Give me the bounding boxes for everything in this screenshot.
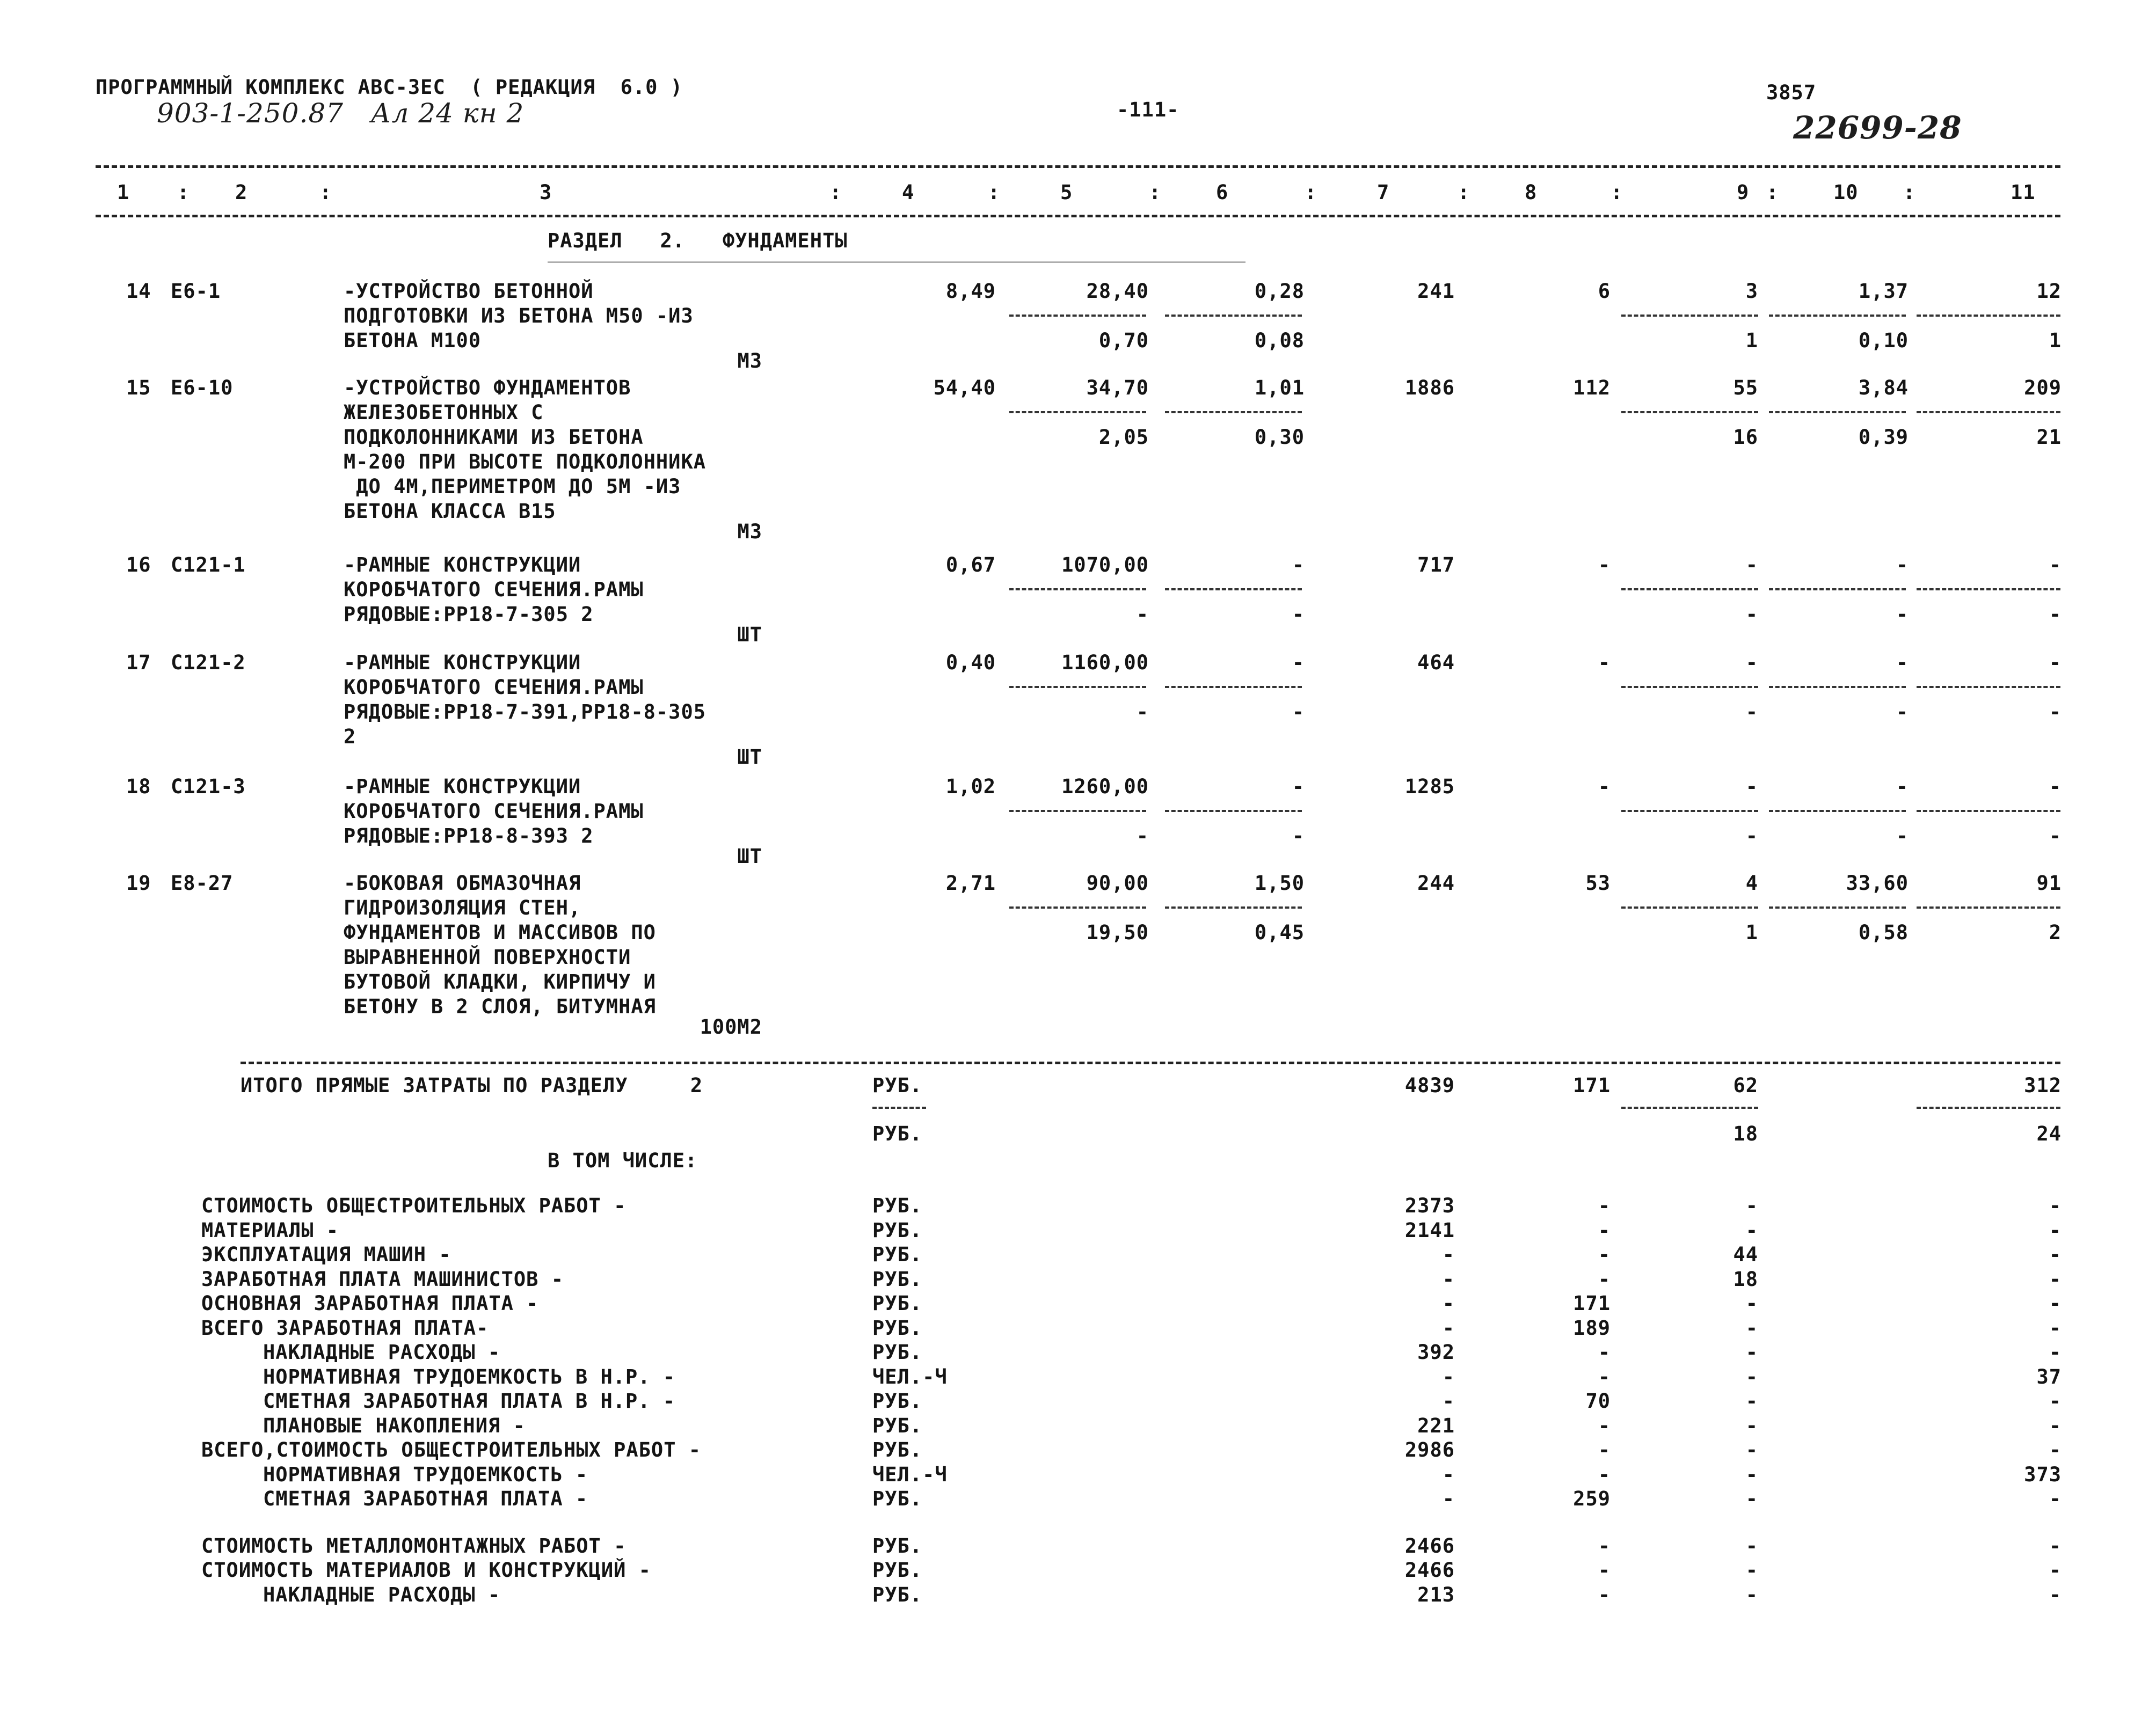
item-split-rule bbox=[1917, 686, 2060, 688]
item-number: 15 bbox=[126, 376, 151, 399]
summary-label: ЗАРАБОТНАЯ ПЛАТА МАШИНИСТОВ - bbox=[201, 1267, 564, 1291]
program-title: ПРОГРАММНЫЙ КОМПЛЕКС АВС-3ЕС ( РЕДАКЦИЯ 6.0 ) bbox=[96, 76, 683, 99]
summary-labor: - bbox=[2049, 1341, 2062, 1364]
item-split-rule bbox=[1165, 686, 1302, 688]
page-mark: -111- bbox=[1117, 98, 1179, 121]
column-number: 1 bbox=[117, 181, 130, 204]
machinist-wages-total: - bbox=[1745, 603, 1758, 626]
item-description: БЕТОНУ В 2 СЛОЯ, БИТУМНАЯ bbox=[344, 995, 656, 1018]
machinist-wages-total: - bbox=[1745, 824, 1758, 847]
summary-unit: РУБ. bbox=[872, 1414, 923, 1437]
machinist-labor-total: - bbox=[2049, 603, 2062, 626]
summary-machines: - bbox=[1745, 1194, 1758, 1217]
labor-total: 12 bbox=[2036, 280, 2062, 303]
item-split-rule bbox=[1165, 810, 1302, 812]
section-underline bbox=[548, 261, 1245, 262]
column-separator: : bbox=[1305, 181, 1317, 204]
total-machines: - bbox=[1745, 651, 1758, 674]
summary-machines: 44 bbox=[1733, 1243, 1758, 1266]
item-description: КОРОБЧАТОГО СЕЧЕНИЯ.РАМЫ bbox=[344, 676, 644, 699]
column-number: 4 bbox=[902, 181, 915, 204]
total-cost: 1285 bbox=[1404, 775, 1455, 798]
column-number: 11 bbox=[2011, 181, 2036, 204]
total-unit-rule bbox=[872, 1107, 926, 1109]
machinist-wages-total: 1 bbox=[1745, 921, 1758, 944]
total-labor-value: 312 bbox=[2024, 1074, 2062, 1097]
column-separator: : bbox=[988, 181, 1001, 204]
total-rule bbox=[241, 1062, 2060, 1064]
summary-labor: - bbox=[2049, 1414, 2062, 1437]
item-description: РЯДОВЫЕ:РР18-8-393 2 bbox=[344, 824, 594, 847]
item-description: БЕТОНА КЛАССА В15 bbox=[344, 500, 556, 523]
unit-cost-machines: 0,28 bbox=[1254, 280, 1305, 303]
column-separator: : bbox=[829, 181, 842, 204]
summary-unit: РУБ. bbox=[872, 1292, 923, 1315]
summary-label: СТОИМОСТЬ ОБЩЕСТРОИТЕЛЬНЫХ РАБОТ - bbox=[201, 1194, 627, 1217]
total-wages: - bbox=[1598, 651, 1611, 674]
machinist-labor-total: - bbox=[2049, 700, 2062, 723]
machinist-wages-total: 1 bbox=[1745, 329, 1758, 352]
summary-unit: РУБ. bbox=[872, 1438, 923, 1461]
summary-cost: - bbox=[1442, 1267, 1455, 1291]
unit-cost-machinist-wages: - bbox=[1292, 603, 1305, 626]
total-unit: РУБ. bbox=[872, 1074, 923, 1097]
column-number: 9 bbox=[1737, 181, 1750, 204]
item-code: Е6-10 bbox=[171, 376, 234, 399]
item-description: -РАМНЫЕ КОНСТРУКЦИИ bbox=[344, 775, 581, 798]
item-split-rule bbox=[1165, 411, 1302, 413]
summary-cost: 392 bbox=[1417, 1341, 1455, 1364]
summary-cost: 2466 bbox=[1404, 1534, 1455, 1558]
unit-cost: 1160,00 bbox=[1061, 651, 1149, 674]
item-description: КОРОБЧАТОГО СЕЧЕНИЯ.РАМЫ bbox=[344, 800, 644, 823]
item-description: РЯДОВЫЕ:РР18-7-305 2 bbox=[344, 603, 594, 626]
sheet-number: 3857 bbox=[1766, 81, 1817, 104]
column-separator: : bbox=[177, 181, 190, 204]
summary-label: НОРМАТИВНАЯ ТРУДОЕМКОСТЬ В Н.Р. - bbox=[263, 1365, 676, 1388]
handwritten-reference: 903-1-250.87 Ал 24 кн 2 bbox=[157, 98, 525, 129]
total-machines: - bbox=[1745, 775, 1758, 798]
item-split-rule bbox=[1917, 906, 2060, 909]
item-unit: ШТ bbox=[737, 623, 762, 646]
column-separator: : bbox=[319, 181, 332, 204]
item-number: 16 bbox=[126, 553, 151, 576]
item-split-rule bbox=[1769, 588, 1906, 590]
summary-cost: 213 bbox=[1417, 1583, 1455, 1606]
item-split-rule bbox=[1621, 810, 1758, 812]
unit-cost-wages: - bbox=[1136, 603, 1149, 626]
summary-wages: - bbox=[1598, 1534, 1611, 1558]
total-wages: - bbox=[1598, 775, 1611, 798]
labor-total: - bbox=[2049, 651, 2062, 674]
total-machines: 55 bbox=[1733, 376, 1758, 399]
summary-label: ВСЕГО ЗАРАБОТНАЯ ПЛАТА- bbox=[201, 1316, 489, 1340]
total-machines: 3 bbox=[1745, 280, 1758, 303]
column-separator: : bbox=[1903, 181, 1916, 204]
unit-cost: 1070,00 bbox=[1061, 553, 1149, 576]
item-split-rule bbox=[1769, 810, 1906, 812]
summary-wages: - bbox=[1598, 1218, 1611, 1242]
summary-machines: 18 bbox=[1733, 1267, 1758, 1291]
total-cost: 244 bbox=[1417, 872, 1455, 895]
item-split-rule bbox=[1165, 315, 1302, 317]
machinist-labor-unit: 0,58 bbox=[1858, 921, 1909, 944]
summary-wages: - bbox=[1598, 1243, 1611, 1266]
item-description: ВЫРАВНЕННОЙ ПОВЕРХНОСТИ bbox=[344, 946, 631, 969]
unit-cost-machinist-wages: - bbox=[1292, 700, 1305, 723]
summary-cost: - bbox=[1442, 1292, 1455, 1315]
summary-label: НОРМАТИВНАЯ ТРУДОЕМКОСТЬ - bbox=[263, 1463, 588, 1486]
machinist-labor-unit: - bbox=[1896, 824, 1909, 847]
header-rule-top bbox=[96, 165, 2060, 168]
summary-machines: - bbox=[1745, 1438, 1758, 1461]
machinist-labor-total: 21 bbox=[2036, 426, 2062, 449]
unit-cost-machinist-wages: 0,08 bbox=[1254, 329, 1305, 352]
item-description: 2 bbox=[344, 725, 356, 748]
item-code: Е8-27 bbox=[171, 872, 234, 895]
column-number: 3 bbox=[540, 181, 552, 204]
unit-cost-machines: 1,50 bbox=[1254, 872, 1305, 895]
total-cost: 1886 bbox=[1404, 376, 1455, 399]
item-number: 18 bbox=[126, 775, 151, 798]
summary-label: ПЛАНОВЫЕ НАКОПЛЕНИЯ - bbox=[263, 1414, 526, 1437]
summary-unit: РУБ. bbox=[872, 1487, 923, 1510]
labor-unit: - bbox=[1896, 651, 1909, 674]
column-number: 10 bbox=[1833, 181, 1859, 204]
column-number: 8 bbox=[1525, 181, 1538, 204]
column-separator: : bbox=[1458, 181, 1470, 204]
item-number: 14 bbox=[126, 280, 151, 303]
summary-wages: - bbox=[1598, 1365, 1611, 1388]
including-label: В ТОМ ЧИСЛЕ: bbox=[548, 1149, 698, 1172]
summary-unit: РУБ. bbox=[872, 1218, 923, 1242]
item-split-rule bbox=[1769, 686, 1906, 688]
unit-cost: 1260,00 bbox=[1061, 775, 1149, 798]
column-number: 6 bbox=[1216, 181, 1229, 204]
summary-cost: - bbox=[1442, 1463, 1455, 1486]
machinist-labor-unit: - bbox=[1896, 603, 1909, 626]
machinist-wages-total: 16 bbox=[1733, 426, 1758, 449]
item-description: -УСТРОЙСТВО БЕТОННОЙ bbox=[344, 280, 594, 303]
labor-unit: 3,84 bbox=[1858, 376, 1909, 399]
machinist-labor-total: - bbox=[2049, 824, 2062, 847]
summary-cost: 2986 bbox=[1404, 1438, 1455, 1461]
summary-labor: - bbox=[2049, 1559, 2062, 1582]
item-code: С121-3 bbox=[171, 775, 246, 798]
summary-wages: 70 bbox=[1585, 1390, 1611, 1413]
summary-wages: - bbox=[1598, 1438, 1611, 1461]
summary-cost: 221 bbox=[1417, 1414, 1455, 1437]
total-wages: 6 bbox=[1598, 280, 1611, 303]
summary-unit: РУБ. bbox=[872, 1390, 923, 1413]
summary-wages: - bbox=[1598, 1559, 1611, 1582]
item-split-rule bbox=[1917, 588, 2060, 590]
summary-wages: - bbox=[1598, 1341, 1611, 1364]
total-wages: 112 bbox=[1573, 376, 1611, 399]
summary-cost: - bbox=[1442, 1243, 1455, 1266]
item-description: М-200 ПРИ ВЫСОТЕ ПОДКОЛОННИКА bbox=[344, 450, 706, 473]
summary-unit: РУБ. bbox=[872, 1243, 923, 1266]
summary-wages: 259 bbox=[1573, 1487, 1611, 1510]
item-code: С121-1 bbox=[171, 553, 246, 576]
summary-label: ЭКСПЛУАТАЦИЯ МАШИН - bbox=[201, 1243, 451, 1266]
summary-machines: - bbox=[1745, 1390, 1758, 1413]
labor-total: 209 bbox=[2024, 376, 2062, 399]
summary-wages: - bbox=[1598, 1583, 1611, 1606]
item-split-rule bbox=[1009, 810, 1146, 812]
summary-machines: - bbox=[1745, 1218, 1758, 1242]
summary-label: ВСЕГО,СТОИМОСТЬ ОБЩЕСТРОИТЕЛЬНЫХ РАБОТ - bbox=[201, 1438, 702, 1461]
summary-unit: РУБ. bbox=[872, 1341, 923, 1364]
item-description: КОРОБЧАТОГО СЕЧЕНИЯ.РАМЫ bbox=[344, 578, 644, 601]
unit-cost-wages: 2,05 bbox=[1098, 426, 1149, 449]
unit-cost-machinist-wages: 0,30 bbox=[1254, 426, 1305, 449]
item-description: РЯДОВЫЕ:РР18-7-391,РР18-8-305 bbox=[344, 700, 706, 723]
item-unit: М3 bbox=[737, 349, 762, 372]
summary-unit: РУБ. bbox=[872, 1194, 923, 1217]
unit-cost-wages: 0,70 bbox=[1098, 329, 1149, 352]
summary-machines: - bbox=[1745, 1487, 1758, 1510]
summary-label: СМЕТНАЯ ЗАРАБОТНАЯ ПЛАТА В Н.Р. - bbox=[263, 1390, 676, 1413]
item-description: БЕТОНА М100 bbox=[344, 329, 482, 352]
summary-machines: - bbox=[1745, 1316, 1758, 1340]
summary-unit: РУБ. bbox=[872, 1583, 923, 1606]
item-split-rule bbox=[1009, 686, 1146, 688]
item-number: 17 bbox=[126, 651, 151, 674]
labor-total: - bbox=[2049, 775, 2062, 798]
item-code: Е6-1 bbox=[171, 280, 221, 303]
summary-label: СТОИМОСТЬ МЕТАЛЛОМОНТАЖНЫХ РАБОТ - bbox=[201, 1534, 627, 1558]
item-split-rule bbox=[1917, 411, 2060, 413]
total-wages-value: 171 bbox=[1573, 1074, 1611, 1097]
item-split-rule bbox=[1009, 588, 1146, 590]
unit-cost-wages: - bbox=[1136, 824, 1149, 847]
labor-unit: 33,60 bbox=[1846, 872, 1909, 895]
summary-unit: РУБ. bbox=[872, 1316, 923, 1340]
item-split-rule bbox=[1769, 315, 1906, 317]
total-machines: 4 bbox=[1745, 872, 1758, 895]
item-description: ПОДКОЛОННИКАМИ ИЗ БЕТОНА bbox=[344, 426, 644, 449]
item-description: БУТОВОЙ КЛАДКИ, КИРПИЧУ И bbox=[344, 970, 656, 993]
item-description: -РАМНЫЕ КОНСТРУКЦИИ bbox=[344, 553, 581, 576]
unit-cost-machinist-wages: 0,45 bbox=[1254, 921, 1305, 944]
column-separator: : bbox=[1766, 181, 1779, 204]
unit-cost: 34,70 bbox=[1086, 376, 1149, 399]
item-description: -УСТРОЙСТВО ФУНДАМЕНТОВ bbox=[344, 376, 631, 399]
item-quantity: 0,40 bbox=[945, 651, 996, 674]
item-split-rule bbox=[1769, 906, 1906, 909]
total-cost: 241 bbox=[1417, 280, 1455, 303]
item-split-rule bbox=[1621, 686, 1758, 688]
total-machinist-labor: 24 bbox=[2036, 1122, 2062, 1145]
summary-wages: - bbox=[1598, 1194, 1611, 1217]
item-quantity: 8,49 bbox=[945, 280, 996, 303]
unit-cost-machines: - bbox=[1292, 651, 1305, 674]
summary-labor: - bbox=[2049, 1438, 2062, 1461]
header-rule-bottom bbox=[96, 215, 2060, 217]
summary-machines: - bbox=[1745, 1341, 1758, 1364]
summary-labor: - bbox=[2049, 1292, 2062, 1315]
summary-unit: ЧЕЛ.-Ч bbox=[872, 1365, 948, 1388]
item-split-rule bbox=[1165, 588, 1302, 590]
labor-total: 91 bbox=[2036, 872, 2062, 895]
unit-cost-machines: - bbox=[1292, 553, 1305, 576]
total-wages: - bbox=[1598, 553, 1611, 576]
column-number: 7 bbox=[1377, 181, 1390, 204]
labor-unit: - bbox=[1896, 553, 1909, 576]
item-description: ФУНДАМЕНТОВ И МАССИВОВ ПО bbox=[344, 921, 656, 944]
total-split-rule bbox=[1621, 1107, 1758, 1109]
item-unit: М3 bbox=[737, 520, 762, 543]
summary-wages: - bbox=[1598, 1463, 1611, 1486]
item-split-rule bbox=[1165, 906, 1302, 909]
total-split-rule bbox=[1917, 1107, 2060, 1109]
summary-label: СМЕТНАЯ ЗАРАБОТНАЯ ПЛАТА - bbox=[263, 1487, 588, 1510]
section-title: РАЗДЕЛ 2. ФУНДАМЕНТЫ bbox=[548, 229, 848, 252]
document-number: 22699-28 bbox=[1793, 109, 1962, 146]
item-quantity: 2,71 bbox=[945, 872, 996, 895]
summary-cost: 2466 bbox=[1404, 1559, 1455, 1582]
item-split-rule bbox=[1009, 315, 1146, 317]
unit-cost: 28,40 bbox=[1086, 280, 1149, 303]
summary-wages: 171 bbox=[1573, 1292, 1611, 1315]
item-quantity: 54,40 bbox=[933, 376, 996, 399]
summary-cost: - bbox=[1442, 1487, 1455, 1510]
total-machinist-wages: 18 bbox=[1733, 1122, 1758, 1145]
summary-labor: - bbox=[2049, 1194, 2062, 1217]
summary-machines: - bbox=[1745, 1292, 1758, 1315]
summary-cost: - bbox=[1442, 1365, 1455, 1388]
summary-label: ОСНОВНАЯ ЗАРАБОТНАЯ ПЛАТА - bbox=[201, 1292, 539, 1315]
total-cost-value: 4839 bbox=[1404, 1074, 1455, 1097]
summary-labor: - bbox=[2049, 1218, 2062, 1242]
machinist-labor-total: 1 bbox=[2049, 329, 2062, 352]
column-separator: : bbox=[1611, 181, 1623, 204]
summary-machines: - bbox=[1745, 1414, 1758, 1437]
item-description: ГИДРОИЗОЛЯЦИЯ СТЕН, bbox=[344, 896, 581, 919]
item-split-rule bbox=[1769, 411, 1906, 413]
summary-labor: 37 bbox=[2036, 1365, 2062, 1388]
item-unit: 100М2 bbox=[700, 1015, 762, 1039]
column-number: 5 bbox=[1060, 181, 1073, 204]
item-split-rule bbox=[1917, 315, 2060, 317]
unit-cost-machines: - bbox=[1292, 775, 1305, 798]
unit-cost-wages: 19,50 bbox=[1086, 921, 1149, 944]
machinist-labor-unit: - bbox=[1896, 700, 1909, 723]
item-split-rule bbox=[1009, 411, 1146, 413]
summary-machines: - bbox=[1745, 1559, 1758, 1582]
item-description: ЖЕЛЕЗОБЕТОННЫХ С bbox=[344, 401, 544, 424]
summary-unit: ЧЕЛ.-Ч bbox=[872, 1463, 948, 1486]
column-separator: : bbox=[1149, 181, 1162, 204]
summary-label: СТОИМОСТЬ МАТЕРИАЛОВ И КОНСТРУКЦИЙ - bbox=[201, 1559, 651, 1582]
item-split-rule bbox=[1917, 810, 2060, 812]
summary-machines: - bbox=[1745, 1583, 1758, 1606]
total-cost: 464 bbox=[1417, 651, 1455, 674]
item-quantity: 1,02 bbox=[945, 775, 996, 798]
summary-unit: РУБ. bbox=[872, 1267, 923, 1291]
unit-cost: 90,00 bbox=[1086, 872, 1149, 895]
summary-machines: - bbox=[1745, 1463, 1758, 1486]
item-quantity: 0,67 bbox=[945, 553, 996, 576]
total-cost: 717 bbox=[1417, 553, 1455, 576]
summary-labor: - bbox=[2049, 1390, 2062, 1413]
item-split-rule bbox=[1621, 906, 1758, 909]
summary-cost: 2373 bbox=[1404, 1194, 1455, 1217]
item-number: 19 bbox=[126, 872, 151, 895]
summary-wages: - bbox=[1598, 1414, 1611, 1437]
summary-cost: - bbox=[1442, 1316, 1455, 1340]
summary-labor: - bbox=[2049, 1583, 2062, 1606]
total-unit-secondary: РУБ. bbox=[872, 1122, 923, 1145]
column-number: 2 bbox=[235, 181, 248, 204]
machinist-labor-unit: 0,39 bbox=[1858, 426, 1909, 449]
item-code: С121-2 bbox=[171, 651, 246, 674]
summary-unit: РУБ. bbox=[872, 1534, 923, 1558]
summary-machines: - bbox=[1745, 1534, 1758, 1558]
summary-labor: - bbox=[2049, 1487, 2062, 1510]
machinist-labor-unit: 0,10 bbox=[1858, 329, 1909, 352]
total-wages: 53 bbox=[1585, 872, 1611, 895]
summary-label: НАКЛАДНЫЕ РАСХОДЫ - bbox=[263, 1341, 501, 1364]
summary-labor: - bbox=[2049, 1267, 2062, 1291]
summary-labor: - bbox=[2049, 1534, 2062, 1558]
machinist-wages-total: - bbox=[1745, 700, 1758, 723]
item-description: ДО 4М,ПЕРИМЕТРОМ ДО 5М -ИЗ bbox=[344, 475, 681, 498]
item-split-rule bbox=[1009, 906, 1146, 909]
summary-labor: - bbox=[2049, 1316, 2062, 1340]
summary-machines: - bbox=[1745, 1365, 1758, 1388]
item-unit: ШТ bbox=[737, 745, 762, 769]
summary-wages: 189 bbox=[1573, 1316, 1611, 1340]
item-description: ПОДГОТОВКИ ИЗ БЕТОНА М50 -ИЗ bbox=[344, 304, 694, 327]
total-machines: - bbox=[1745, 553, 1758, 576]
item-split-rule bbox=[1621, 315, 1758, 317]
labor-total: - bbox=[2049, 553, 2062, 576]
unit-cost-wages: - bbox=[1136, 700, 1149, 723]
summary-labor: - bbox=[2049, 1243, 2062, 1266]
item-description: -РАМНЫЕ КОНСТРУКЦИИ bbox=[344, 651, 581, 674]
total-machines-value: 62 bbox=[1733, 1074, 1758, 1097]
summary-labor: 373 bbox=[2024, 1463, 2062, 1486]
total-label: ИТОГО ПРЯМЫЕ ЗАТРАТЫ ПО РАЗДЕЛУ 2 bbox=[241, 1074, 703, 1097]
summary-cost: - bbox=[1442, 1390, 1455, 1413]
unit-cost-machines: 1,01 bbox=[1254, 376, 1305, 399]
item-split-rule bbox=[1621, 588, 1758, 590]
machinist-labor-total: 2 bbox=[2049, 921, 2062, 944]
summary-unit: РУБ. bbox=[872, 1559, 923, 1582]
summary-label: МАТЕРИАЛЫ - bbox=[201, 1218, 339, 1242]
item-description: -БОКОВАЯ ОБМАЗОЧНАЯ bbox=[344, 872, 581, 895]
unit-cost-machinist-wages: - bbox=[1292, 824, 1305, 847]
summary-label: НАКЛАДНЫЕ РАСХОДЫ - bbox=[263, 1583, 501, 1606]
item-unit: ШТ bbox=[737, 845, 762, 868]
summary-cost: 2141 bbox=[1404, 1218, 1455, 1242]
labor-unit: - bbox=[1896, 775, 1909, 798]
labor-unit: 1,37 bbox=[1858, 280, 1909, 303]
summary-wages: - bbox=[1598, 1267, 1611, 1291]
item-split-rule bbox=[1621, 411, 1758, 413]
